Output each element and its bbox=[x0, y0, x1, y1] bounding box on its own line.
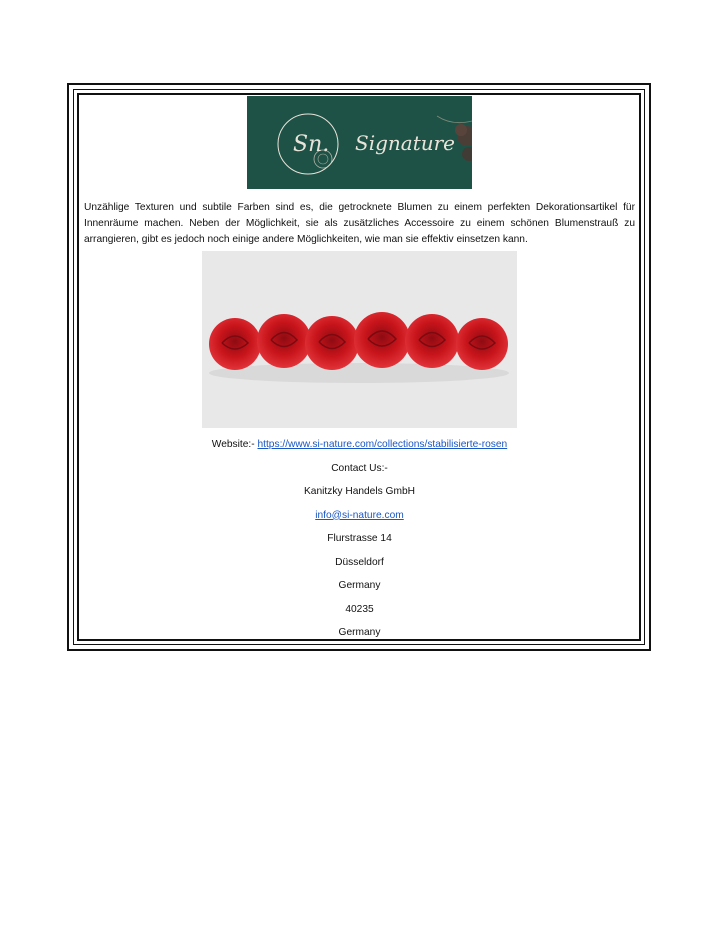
website-link[interactable]: https://www.si-nature.com/collections/stabilisierte-rosen bbox=[257, 439, 508, 450]
postcode: 40235 bbox=[345, 603, 374, 615]
contact-heading: Contact Us:- bbox=[331, 462, 388, 474]
website-label: Website:- bbox=[211, 439, 255, 450]
red-roses-photo-icon bbox=[202, 251, 517, 428]
contact-block bbox=[84, 438, 635, 650]
email-link[interactable]: info@si-nature.com bbox=[315, 509, 404, 521]
website-line bbox=[84, 438, 635, 462]
logo-wordmark: Signature bbox=[355, 131, 456, 155]
intro-paragraph: Unzählige Texturen und subtile Farben sind es, die getrocknete Blumen zu einem perfekten Dekorationsartikel für Innenräume machen. Neben der Möglichkeit, sie als zusätzliches Accessoire zu einem schönen Blumenstrauß zu arrangieren, gibt es jedoch noch einige andere Möglichkeiten, wie man sie effektiv einsetzen kann. bbox=[84, 202, 635, 245]
city: Düsseldorf bbox=[335, 556, 384, 568]
email-line bbox=[84, 509, 635, 533]
company-name: Kanitzky Handels GmbH bbox=[304, 486, 415, 497]
country-repeat: Germany bbox=[338, 627, 381, 638]
si-nature-logo bbox=[247, 96, 472, 189]
logo-graphic bbox=[247, 96, 472, 189]
logo-monogram: Sn. bbox=[293, 132, 330, 157]
street-address: Flurstrasse 14 bbox=[327, 533, 392, 544]
country: Germany bbox=[338, 580, 381, 591]
roses-photo bbox=[202, 251, 517, 428]
